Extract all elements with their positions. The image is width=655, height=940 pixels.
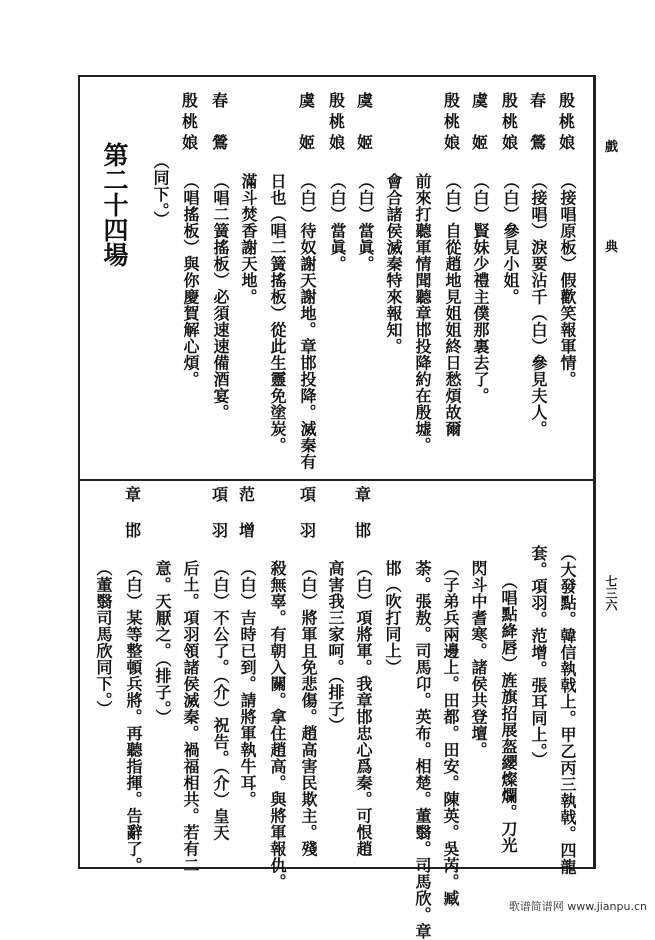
role-char: 桃 — [181, 112, 198, 131]
role-char: 桃 — [558, 112, 575, 131]
role-char: 殷 — [328, 91, 345, 110]
section-divider — [78, 479, 596, 481]
role-name — [180, 93, 200, 151]
role-char: 殷 — [181, 91, 198, 110]
page-number: 七三六 — [604, 575, 618, 611]
role-char: 殷 — [501, 91, 518, 110]
stage-direction: 邯（吹打同上） — [383, 560, 402, 676]
role-char: 虞 — [471, 91, 488, 110]
role-name — [470, 93, 490, 151]
role-name — [237, 487, 257, 539]
scene-title: 第二十四場 — [100, 142, 129, 267]
stage-direction: （子弟兵兩邊上。田都。田安。陳英。吳芮。臧 — [441, 560, 460, 907]
role-char: 鶯 — [529, 133, 546, 152]
role-char: 章 — [124, 485, 141, 504]
role-char: 殷 — [558, 91, 575, 110]
dialogue-line: 閃斗中耆寒。諸侯共登壇。 — [469, 560, 488, 758]
stage-direction: 荼。張敖。司馬卬。英布。相楚。董翳。司馬欣。章 — [413, 560, 432, 940]
role-char: 羽 — [211, 521, 228, 540]
dialogue-line: （白）當眞。 — [328, 173, 347, 272]
dialogue-line: （唱點絳唇）旌旗招展盔纓燦爛。刀光 — [499, 573, 518, 854]
dialogue-line: （白）將軍且免悲傷。趙高害民欺主。殘 — [299, 560, 318, 857]
watermark: 歌谱简谱网 www.jianpu.cn — [508, 900, 647, 913]
role-char: 娘 — [181, 133, 198, 152]
role-char: 項 — [211, 485, 228, 504]
role-name — [500, 93, 520, 151]
role-char: 項 — [299, 485, 316, 504]
dialogue-line: （白）參見小姐。 — [501, 173, 520, 305]
stage-direction: 套。項羽。范增。張耳同上。） — [529, 545, 548, 768]
role-char: 桃 — [501, 112, 518, 131]
role-char: 增 — [238, 521, 255, 540]
stage-direction: （同下。） — [151, 153, 170, 228]
role-char: 邯 — [354, 521, 371, 540]
dialogue-line: 高害我三家呵。（排子） — [326, 560, 345, 734]
dialogue-line: （白）當眞。 — [356, 173, 375, 272]
role-char: 虞 — [298, 91, 315, 110]
role-char: 姬 — [298, 133, 315, 152]
stage-direction: （董翳司馬欣同下。） — [94, 560, 113, 717]
role-char: 鶯 — [211, 133, 228, 152]
dialogue-line: （唱二簧搖板）必須速速備酒宴。 — [211, 173, 230, 421]
role-char: 娘 — [443, 133, 460, 152]
role-name — [210, 93, 230, 151]
stage-direction: （大發點。韓信執戟上。甲乙丙三執戟。四龍 — [558, 545, 577, 875]
dialogue-line: （白）自從趙地見姐姐終日愁煩故爾 — [443, 173, 462, 437]
role-char: 范 — [238, 485, 255, 504]
dialogue-line: （接唱）淚要沾千（白）參見夫人。 — [529, 173, 548, 437]
role-name — [353, 487, 373, 539]
dialogue-line: （白）賢妹少禮主僕那裏去了。 — [471, 173, 490, 404]
role-char: 桃 — [443, 112, 460, 131]
dialogue-line: 殺無辜。有朝入關。拿住趙高。與將軍報仇。 — [268, 560, 287, 890]
role-name — [557, 93, 577, 151]
dialogue-line: （唱搖板）與你慶賀解心煩。 — [181, 173, 200, 388]
role-char: 桃 — [328, 112, 345, 131]
role-char: 娘 — [501, 133, 518, 152]
role-char: 春 — [211, 91, 228, 110]
role-char: 章 — [354, 485, 371, 504]
dialogue-line: （白）待奴謝天謝地。章邯投降。滅秦有 — [298, 173, 317, 470]
role-name — [210, 487, 230, 539]
dialogue-line: （接唱原板）假歡笑報軍情。 — [558, 173, 577, 388]
dialogue-line: 后土。項羽領諸侯滅秦。禍福相共。若有二 — [181, 560, 200, 874]
role-char: 娘 — [328, 133, 345, 152]
dialogue-line: （白）不公了。（介）祝告。（介）皇天 — [211, 560, 230, 841]
role-char: 羽 — [299, 521, 316, 540]
role-char: 虞 — [356, 91, 373, 110]
role-char: 邯 — [124, 521, 141, 540]
role-name — [442, 93, 462, 151]
dialogue-line: 滿斗焚香謝天地。 — [239, 173, 258, 305]
role-name — [298, 487, 318, 539]
role-char: 娘 — [558, 133, 575, 152]
role-name — [123, 487, 143, 539]
dialogue-line: 日也（唱二簧搖板）從此生靈免塗炭。 — [268, 173, 287, 454]
dialogue-line: （白）項將軍。我章邯忠心爲秦。可恨趙 — [354, 560, 373, 857]
dialogue-line: （白）吉時已到。請將軍執牛耳。 — [238, 560, 257, 808]
dialogue-line: 前來打聽軍情聞聽章邯投降約在殷墟。 — [413, 173, 432, 454]
role-char: 春 — [529, 91, 546, 110]
role-name — [297, 93, 317, 151]
dialogue-line: （白）某等整頓兵將。再聽指揮。告辭了。 — [124, 560, 143, 874]
dialogue-line: 會合諸侯滅秦特來報知。 — [384, 173, 403, 355]
role-name — [355, 93, 375, 151]
role-char: 姬 — [356, 133, 373, 152]
dialogue-line: 意。天厭之。（排子。） — [153, 560, 172, 726]
role-char: 姬 — [471, 133, 488, 152]
book-title-char: 戲 — [605, 140, 619, 155]
role-name — [327, 93, 347, 151]
role-char: 殷 — [443, 91, 460, 110]
role-name — [528, 93, 548, 151]
book-title-char: 典 — [605, 240, 619, 255]
